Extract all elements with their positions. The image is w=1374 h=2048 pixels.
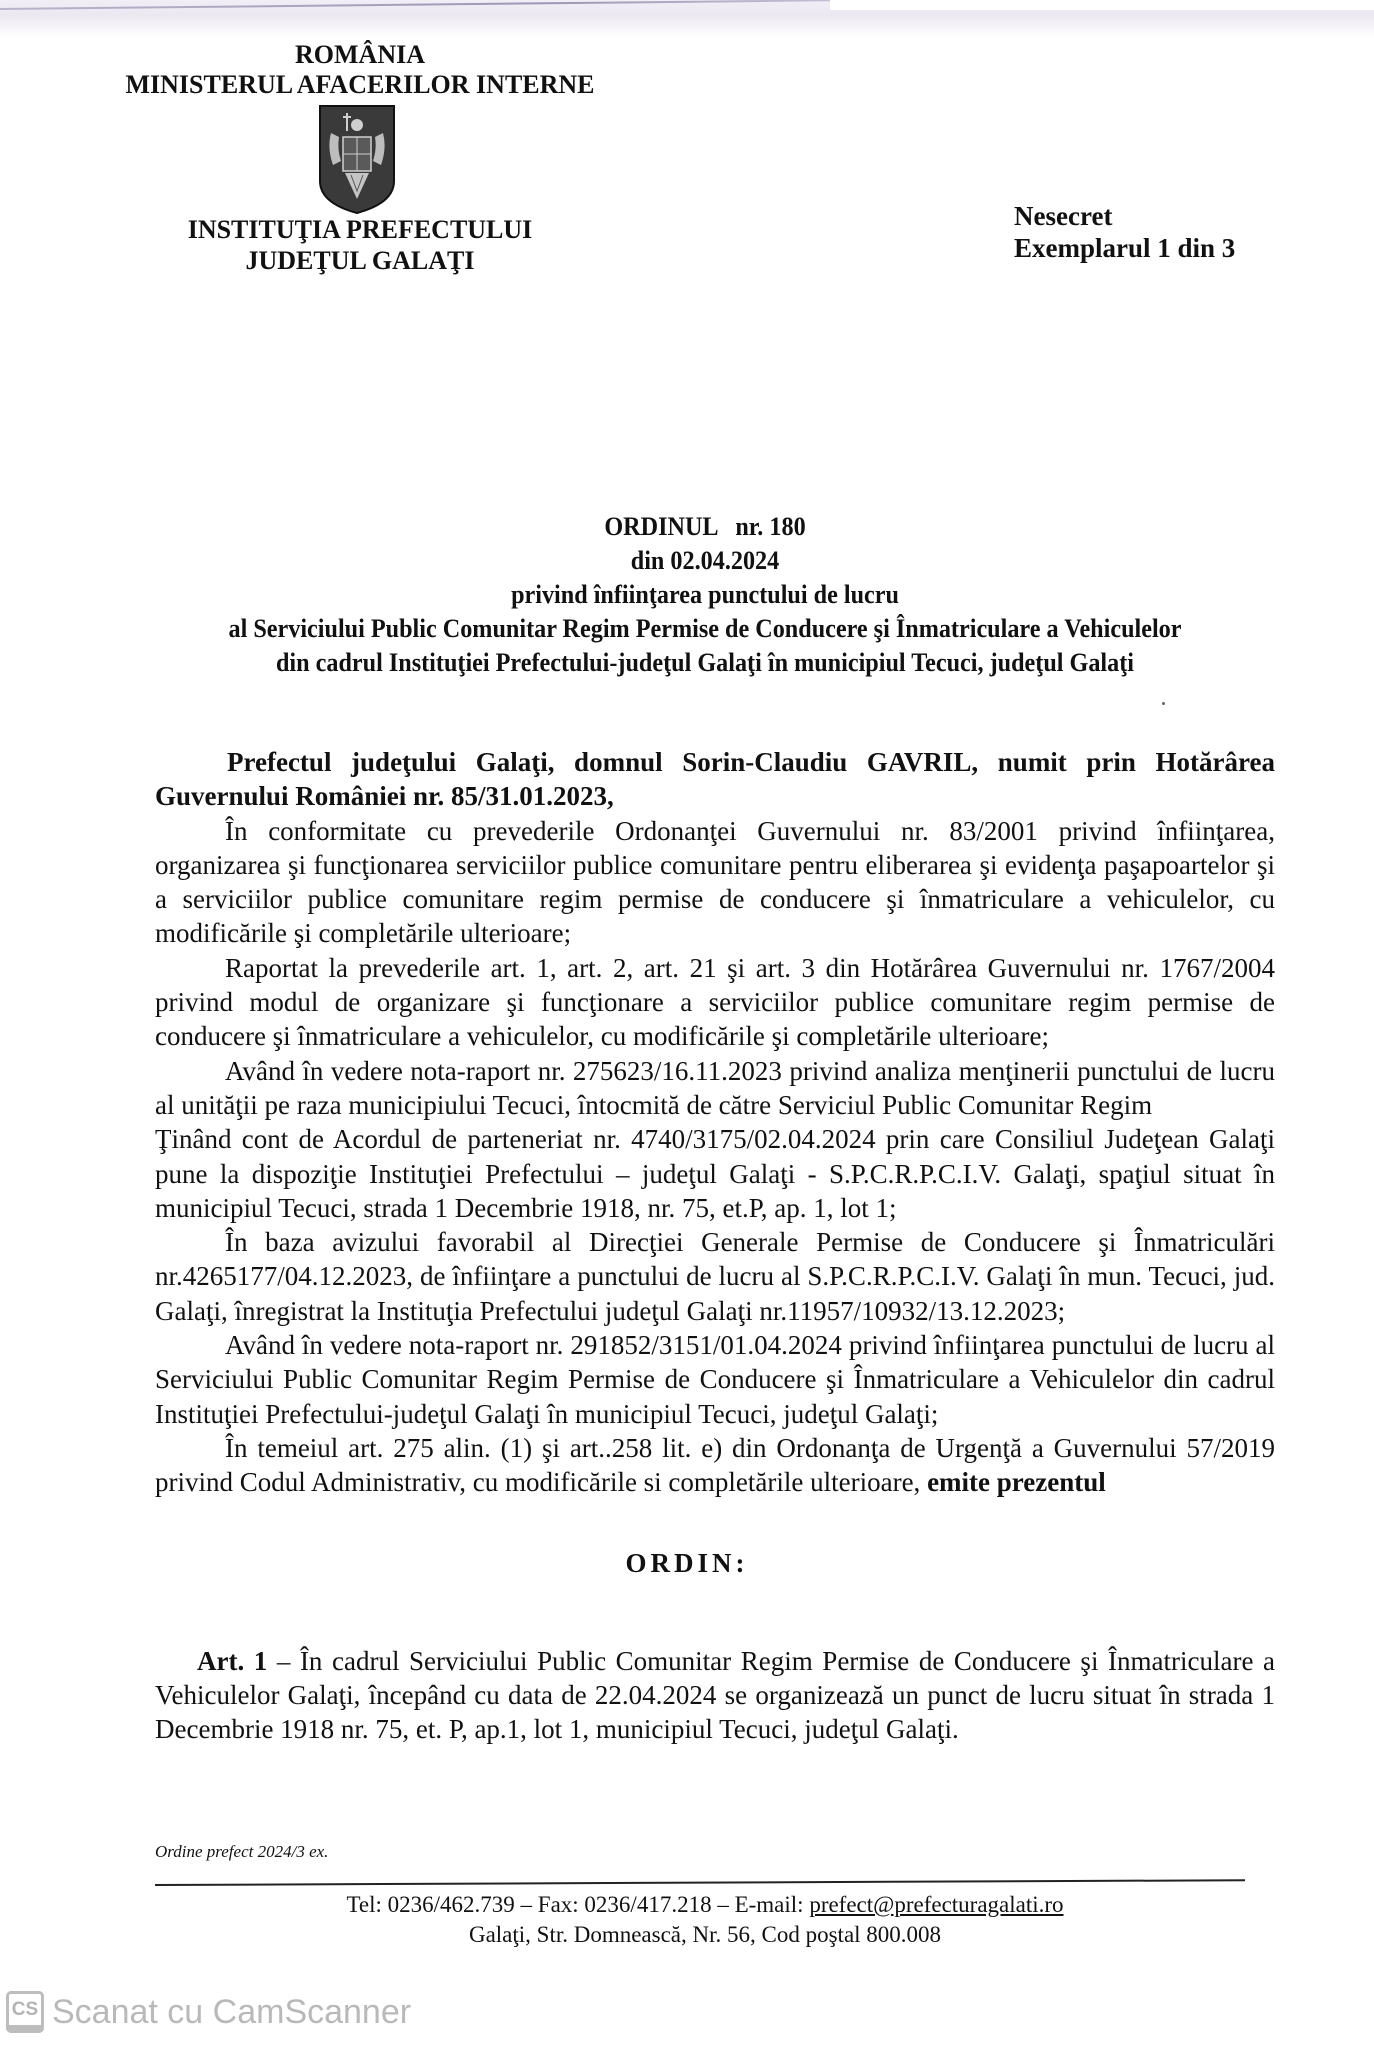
preamble-paragraph: Ţinând cont de Acordul de parteneriat nr. 4740/3175/02.04.2024 prin care Consiliul Judeţean Galaţi pune la dispoziţie Instituţiei Prefectului – judeţul Galaţi - S.P.C.R.P.C.I.V. Galaţi, spaţiul situat în municipiul Tecuci, strada 1 Decembrie 1918, nr. 75, et.P, ap. 1, lot 1; <box>155 1124 1275 1223</box>
scan-edge <box>0 0 1374 38</box>
preamble <box>155 745 1275 1500</box>
institution-line-2: JUDEŢUL GALAŢI <box>245 246 475 275</box>
phone-fax: Tel: 0236/462.739 – Fax: 0236/417.218 – E-mail: <box>346 1892 810 1917</box>
order-number: ORDINUL nr. 180 <box>604 512 806 541</box>
letterhead <box>110 40 610 100</box>
watermark-text: Scanat cu CamScanner <box>52 1992 412 2031</box>
email-link[interactable]: prefect@prefecturagalati.ro <box>809 1892 1064 1917</box>
romania-coat-of-arms-icon <box>317 103 397 215</box>
classification-block <box>1014 200 1235 264</box>
ministry-name: MINISTERUL AFACERILOR INTERNE <box>125 70 595 99</box>
camscanner-logo-icon: CS <box>6 1991 44 2033</box>
legal-basis-text: În temeiul art. 275 alin. (1) şi art..258 lit. e) din Ordonanţa de Urgenţă a Guvernului 57/2019 privind Codul Administrativ, cu modificările si completările ulterioare, <box>155 1432 1275 1498</box>
preamble-paragraph: Având în vedere nota-raport nr. 275623/16.11.2023 privind analiza menţinerii punctului de lucru al unităţii pe raza municipiului Tecuci, întocmită de către Serviciul Public Comunitar Regim <box>155 1055 1275 1120</box>
institution-line-1: INSTITUŢIA PREFECTULUI <box>187 215 533 244</box>
preamble-paragraph: Raportat la prevederile art. 1, art. 2, art. 21 şi art. 3 din Hotărârea Guvernului nr. 1767/2004 privind modul de organizare şi funcţionare a serviciilor publice comunitare regim permise de conducere şi înmatriculare a vehiculelor, cu modificările şi completările ulterioare; <box>155 952 1275 1052</box>
article-1 <box>155 1644 1275 1746</box>
footer-divider <box>155 1879 1245 1886</box>
legal-basis-emphasis: emite prezentul <box>927 1467 1106 1498</box>
footer-note: Ordine prefect 2024/3 ex. <box>155 1842 329 1861</box>
scan-speck <box>1162 702 1165 705</box>
preamble-prefect: Prefectul judeţului Galaţi, domnul Sorin-Claudiu GAVRIL, numit prin Hotărârea Guvernului României nr. 85/31.01.2023, <box>155 747 1275 812</box>
article-text: – În cadrul Serviciului Public Comunitar Regim Permise de Conducere şi Înmatriculare a Vehiculelor Galaţi, începând cu data de 22.04.2024 se organizează un punct de lucru situat în strada 1 Decembrie 1918 nr. 75, et. P, ap.1, lot 1, municipiul Tecuci, judeţul Galaţi. <box>155 1646 1275 1744</box>
order-date: din 02.04.2024 <box>630 546 780 575</box>
document-title <box>130 510 1280 680</box>
footer-contact <box>130 1890 1280 1950</box>
scan-crop-area <box>830 0 1374 10</box>
institution-name <box>150 214 570 276</box>
preamble-paragraph: În conformitate cu prevederile Ordonanţei Guvernului nr. 83/2001 privind înfiinţarea, organizarea şi funcţionarea serviciilor publice comunitare pentru eliberarea şi evidenţa paşapoartelor şi a serviciilor publice comunitare regim permise de conducere şi înmatriculare a vehiculelor, cu modificările şi completările ulterioare; <box>155 815 1275 949</box>
preamble-paragraph: În baza avizului favorabil al Direcţiei Generale Permise de Conducere şi Înmatriculări nr.4265177/04.12.2023, de înfiinţare a punctului de lucru al S.P.C.R.P.C.I.V. Galaţi în mun. Tecuci, jud. Galaţi, înregistrat la Instituţia Prefectului judeţul Galaţi nr.11957/10932/13.12.2023; <box>155 1227 1275 1326</box>
preamble-paragraph: Având în vedere nota-raport nr. 291852/3151/01.04.2024 privind înfiinţarea punctului de lucru al Serviciului Public Comunitar Regim Permise de Conducere şi Înmatriculare a Vehiculelor din cadrul Instituţiei Prefectului-judeţul Galaţi în municipiul Tecuci, judeţul Galaţi; <box>155 1330 1275 1429</box>
classification-level: Nesecret <box>1014 201 1113 231</box>
legal-basis <box>155 1431 1275 1500</box>
title-subject-line-3: din cadrul Instituţiei Prefectului-judeţul Galaţi în municipiul Tecuci, judeţul Galaţi <box>275 648 1135 677</box>
ordin-heading: ORDIN: <box>625 1548 749 1578</box>
country-name: ROMÂNIA <box>295 40 425 69</box>
contact-line <box>130 1890 1280 1920</box>
title-subject-line-2: al Serviciului Public Comunitar Regim Permise de Conducere şi Înmatriculare a Vehiculelor <box>228 614 1182 643</box>
postal-address: Galaţi, Str. Domnească, Nr. 56, Cod poştal 800.008 <box>468 1922 942 1947</box>
copy-number: Exemplarul 1 din 3 <box>1014 233 1236 263</box>
title-subject-line-1: privind înfiinţarea punctului de lucru <box>511 580 899 609</box>
camscanner-watermark <box>6 1988 411 2036</box>
article-label: Art. 1 <box>197 1646 268 1676</box>
